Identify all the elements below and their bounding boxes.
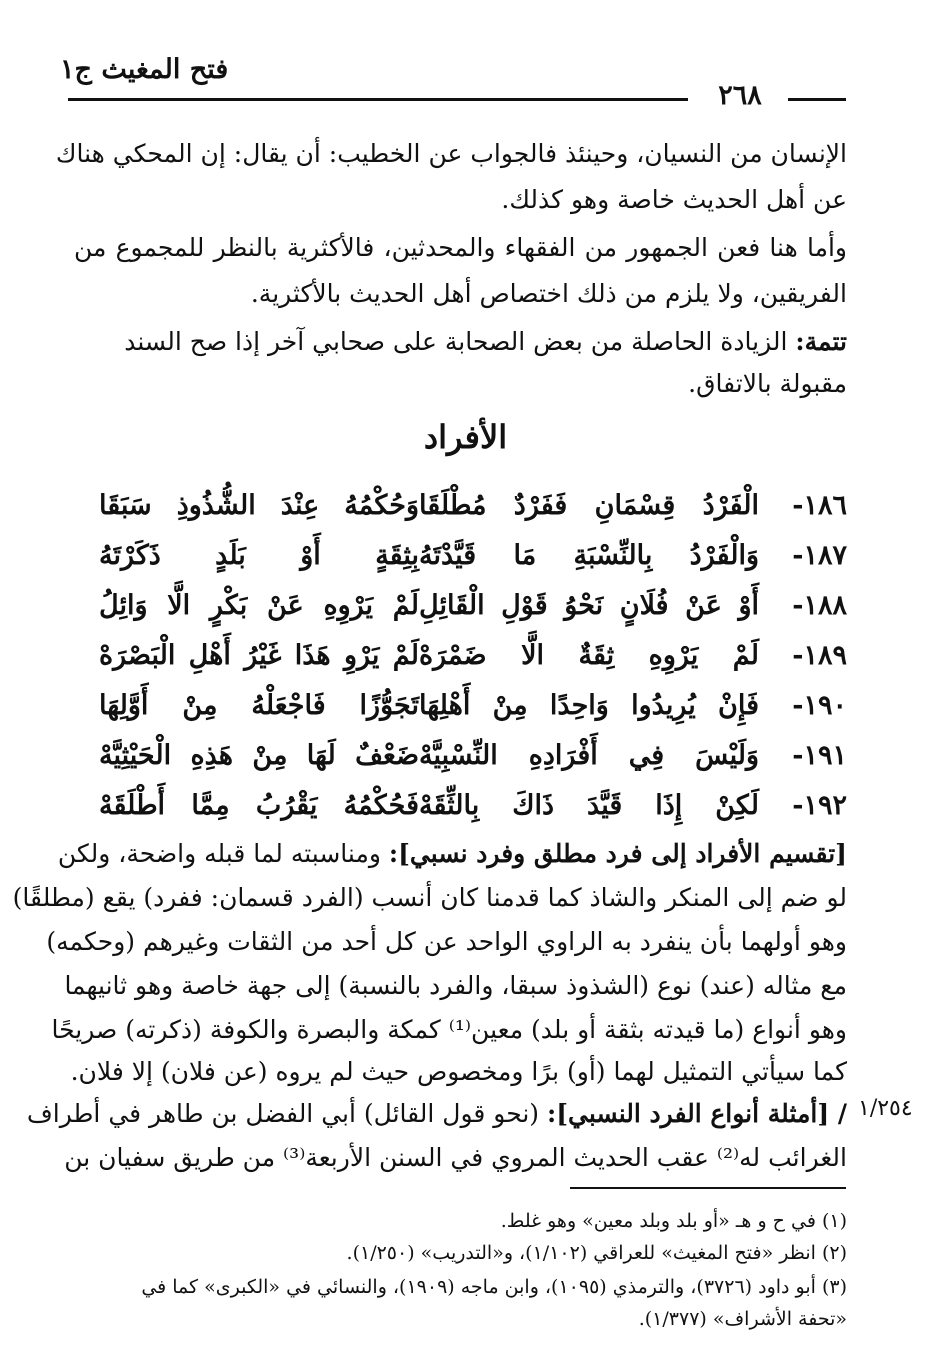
- verse-first-hemistich: لَكِنْ إِذَا قَيَّدَ ذَاكَ بِالثِّقَهْ: [419, 790, 759, 821]
- tatimma-label: تتمة:: [795, 327, 847, 356]
- verse-186: [74, 490, 847, 540]
- verse-189: [74, 640, 847, 690]
- verse-first-hemistich: الْفَرْدُ قِسْمَانِ فَفَرْدٌ مُطْلَقَا: [419, 490, 759, 521]
- para1-line1: الإنسان من النسيان، وحينئذ فالجواب عن الخطيب: أن يقال: إن المحكي هناك: [55, 139, 847, 168]
- verse-190: [74, 690, 847, 740]
- verse-first-hemistich: وَالْفَرْدُ بِالنِّسْبَةِ مَا قَيَّدْتَهُ: [419, 540, 759, 571]
- verse-second-hemistich: بِثِقَةٍ أَوْ بَلَدٍ ذَكَرْتَهُ: [99, 540, 419, 571]
- commentary-line4: مع مثاله (عند) نوع (الشذوذ سبقا، والفرد بالنسبة) إلى جهة خاصة وهو ثانيهما: [64, 971, 847, 1000]
- tatimma-text: الزيادة الحاصلة من بعض الصحابة على صحابي آخر إذا صح السند: [124, 327, 788, 356]
- commentary-line5: وهو أنواع (ما قيدته بثقة أو بلد) معين⁽¹⁾ كمكة والبصرة والكوفة (ذكرته) صريحًا: [51, 1015, 847, 1044]
- footnote-2: (٢) انظر «فتح المغيث» للعراقي (١/١٠٢)، و«التدريب» (١/٢٥٠).: [346, 1242, 847, 1264]
- margin-reference: ١/٢٥٤: [858, 1096, 913, 1121]
- verse-second-hemistich: وَحُكْمُهُ عِنْدَ الشُّذُوذِ سَبَقَا: [99, 490, 419, 521]
- commentary-heading: [تقسيم الأفراد إلى فرد مطلق وفرد نسبي]:: [388, 839, 847, 868]
- verse-second-hemistich: تَجَوُّزًا فَاجْعَلْهُ مِنْ أَوَّلِهَا: [99, 690, 419, 721]
- para1-line2: عن أهل الحديث خاصة وهو كذلك.: [501, 185, 847, 214]
- verse-number: ١٨٦-: [792, 490, 847, 521]
- footnote-3-line2: «تحفة الأشراف» (١/٣٧٧).: [638, 1308, 847, 1330]
- commentary-line3: وهو أولهما بأن ينفرد به الراوي الواحد عن كل أحد من الثقات وغيرهم (وحكمه): [46, 927, 847, 956]
- running-title: فتح المغيث ج١: [60, 54, 229, 85]
- verse-second-hemistich: فَحُكْمُهُ يَقْرُبُ مِمَّا أَطْلَقَهْ: [99, 790, 419, 821]
- header-rule-right: [788, 98, 846, 101]
- header-rule-left: [68, 98, 688, 101]
- verse-number: ١٨٨-: [792, 590, 847, 621]
- verse-first-hemistich: وَلَيْسَ فِي أَفْرَادِهِ النِّسْبِيَّهْ: [419, 740, 759, 771]
- para3-line2: مقبولة بالاتفاق.: [688, 369, 847, 398]
- section-title: الأفراد: [423, 418, 508, 456]
- para2-line1: وأما هنا فعن الجمهور من الفقهاء والمحدثين، فالأكثرية بالنظر للمجموع من: [74, 233, 847, 262]
- commentary-line1-text: ومناسبته لما قبله واضحة، ولكن: [57, 839, 381, 868]
- examples-heading: / [أمثلة أنواع الفرد النسبي]:: [547, 1099, 847, 1128]
- verse-first-hemistich: لَمْ يَرْوِهِ ثِقَةٌ الَّا ضَمْرَهْ: [419, 640, 759, 671]
- verse-number: ١٨٩-: [792, 640, 847, 671]
- verse-first-hemistich: فَإِنْ يُرِيدُوا وَاحِدًا مِنْ أَهْلِهَا: [419, 690, 759, 721]
- verse-number: ١٩١-: [792, 740, 847, 771]
- verse-187: [74, 540, 847, 590]
- verse-192: [74, 790, 847, 840]
- verse-191: [74, 740, 847, 790]
- commentary-line2: لو ضم إلى المنكر والشاذ كما قدمنا كان أنسب (الفرد قسمان: ففرد) يقع (مطلقًا): [12, 883, 847, 912]
- verse-second-hemistich: ضَعْفٌ لَهَا مِنْ هَذِهِ الْحَيْثِيَّهْ: [99, 740, 419, 771]
- commentary-line1: [57, 834, 847, 874]
- para2-line2: الفريقين، ولا يلزم من ذلك اختصاص أهل الحديث بالأكثرية.: [250, 279, 847, 308]
- footnote-1: (١) في ح و هـ «أو بلد وبلد معين» وهو غلط.: [500, 1210, 847, 1232]
- commentary-line8: الغرائب له⁽²⁾ عقب الحديث المروي في السنن الأربعة⁽³⁾ من طريق سفيان بن: [64, 1143, 847, 1172]
- verse-number: ١٩٢-: [792, 790, 847, 821]
- footnote-separator: [570, 1187, 846, 1189]
- verse-number: ١٨٧-: [792, 540, 847, 571]
- footnote-3-line1: (٣) أبو داود (٣٧٢٦)، والترمذي (١٠٩٥)، وابن ماجه (١٩٠٩)، والنسائي في «الكبرى» كما في: [141, 1276, 847, 1298]
- verse-first-hemistich: أَوْ عَنْ فُلَانٍ نَحْوُ قَوْلِ الْقَائِلِ: [419, 590, 759, 621]
- commentary-line6: كما سيأتي التمثيل لهما (أو) برًا ومخصوص حيث لم يروه (عن فلان) إلا فلان.: [70, 1057, 847, 1086]
- commentary-line7: [26, 1094, 847, 1134]
- page-number: ٢٦٨: [718, 80, 762, 111]
- verse-number: ١٩٠-: [792, 690, 847, 721]
- verse-188: [74, 590, 847, 640]
- verse-second-hemistich: لَمْ يَرْوِهِ عَنْ بَكْرٍ الَّا وَائِلُ: [99, 590, 419, 621]
- verse-second-hemistich: لَمْ يَرْوِ هَذَا غَيْرُ أَهْلِ الْبَصْرَهْ: [99, 640, 419, 671]
- commentary-line7-text: (نحو قول القائل) أبي الفضل بن طاهر في أطراف: [26, 1099, 540, 1128]
- para3-line1: [74, 322, 847, 362]
